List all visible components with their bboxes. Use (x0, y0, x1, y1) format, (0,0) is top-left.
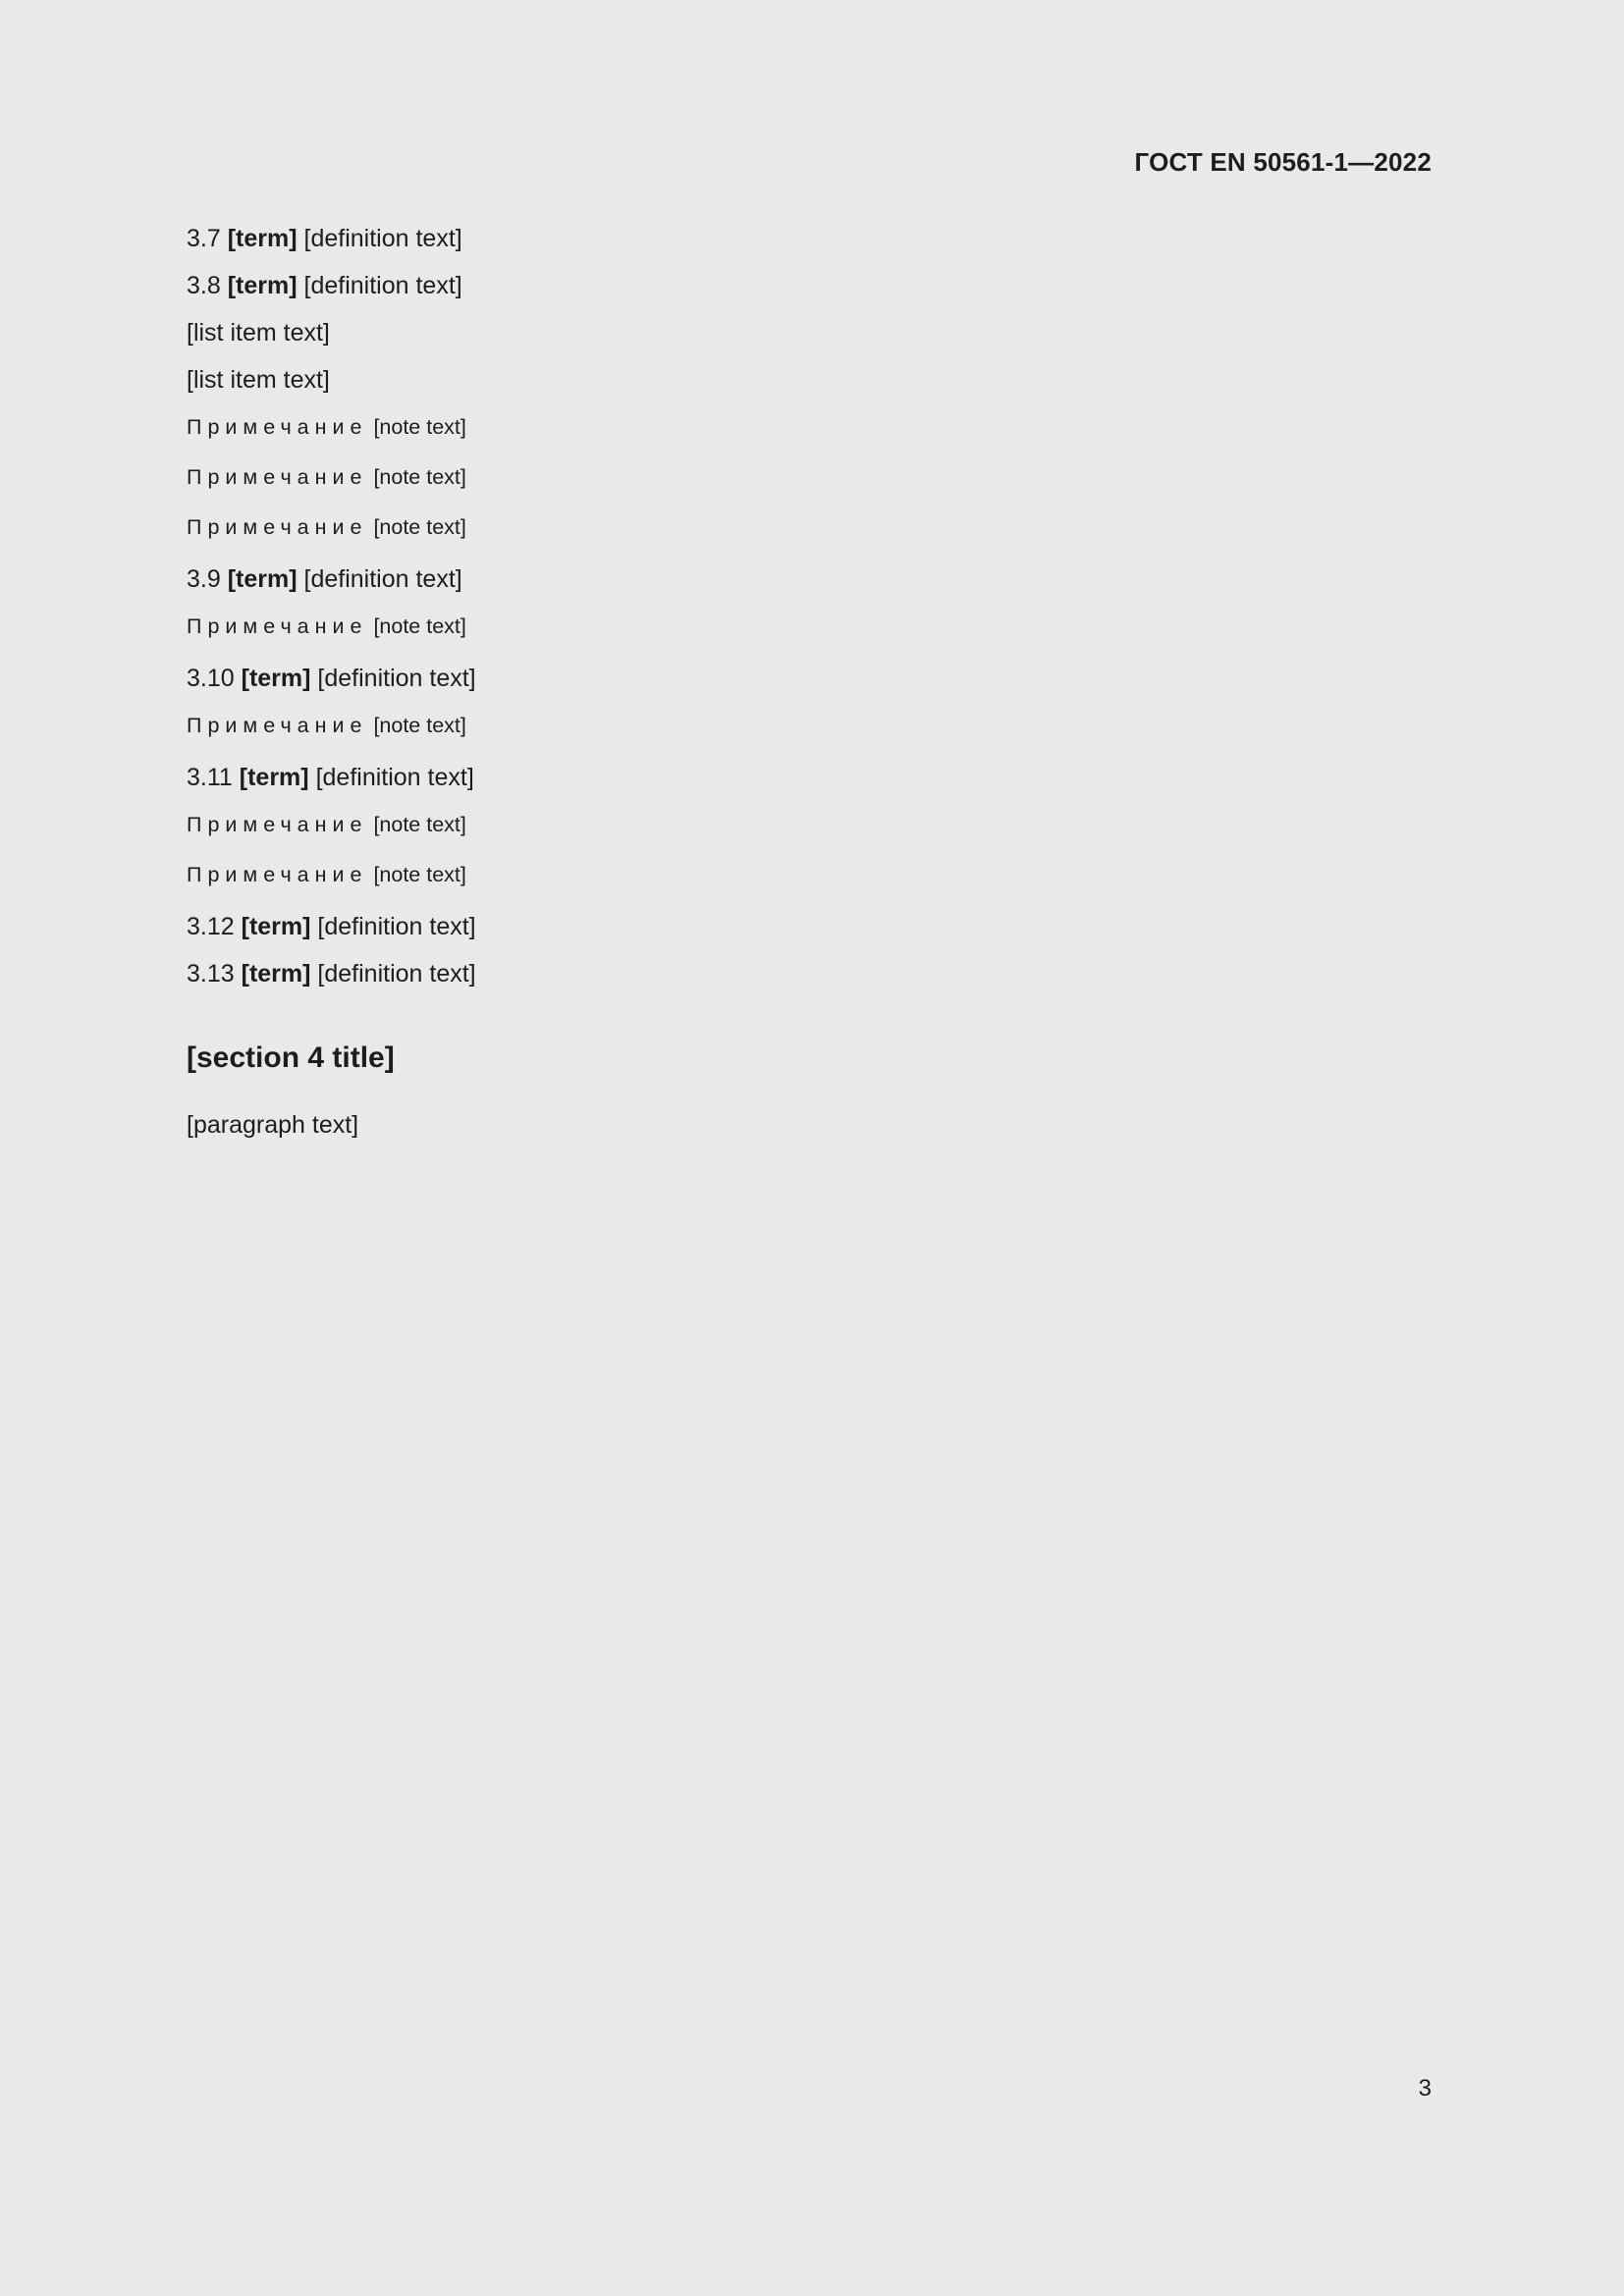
note-label: Примечание (187, 813, 368, 836)
list-item: [list item text] (187, 319, 330, 347)
note-text: [note text] (373, 614, 466, 638)
note-text: [note text] (373, 515, 466, 539)
term-number: 3.13 (187, 960, 235, 988)
note (116, 859, 1430, 891)
note (116, 611, 1430, 643)
term-name: [term] (239, 764, 309, 791)
term-number: 3.12 (187, 913, 235, 940)
term-number: 3.8 (187, 272, 221, 299)
note (116, 511, 1430, 544)
note-text: [note text] (373, 465, 466, 489)
term-definition: [definition text] (317, 665, 476, 692)
term-entry (116, 909, 1430, 944)
term-definition: [definition text] (317, 960, 476, 988)
note-label: Примечание (187, 415, 368, 439)
term-number: 3.10 (187, 665, 235, 692)
note-text: [note text] (373, 863, 466, 886)
note-label: Примечание (187, 465, 368, 489)
term-entry (116, 661, 1430, 696)
note-label: Примечание (187, 515, 368, 539)
term-definition: [definition text] (303, 225, 462, 252)
term-entry (116, 561, 1430, 597)
list-item: [list item text] (187, 366, 330, 394)
term-entry (116, 221, 1430, 256)
term-entry (116, 268, 1430, 303)
term-number: 3.7 (187, 225, 221, 252)
note-label: Примечание (187, 714, 368, 737)
note (116, 411, 1430, 444)
term-name: [term] (241, 913, 311, 940)
page-content (116, 221, 1430, 1154)
term-number: 3.11 (187, 764, 233, 791)
term-name: [term] (241, 960, 311, 988)
term-name: [term] (227, 272, 298, 299)
document-header: ГОСТ EN 50561-1—2022 (1134, 147, 1432, 177)
note-label: Примечание (187, 614, 368, 638)
term-entry (116, 956, 1430, 991)
page-number: 3 (1418, 2075, 1432, 2102)
section-4-title: [section 4 title] (187, 1041, 395, 1074)
term-definition: [definition text] (303, 272, 462, 299)
term-definition: [definition text] (303, 565, 462, 593)
note (116, 461, 1430, 494)
note (116, 809, 1430, 841)
term-number: 3.9 (187, 565, 221, 593)
note-text: [note text] (373, 714, 466, 737)
note-label: Примечание (187, 863, 368, 886)
term-name: [term] (241, 665, 311, 692)
term-definition: [definition text] (317, 913, 476, 940)
note-text: [note text] (373, 813, 466, 836)
note-text: [note text] (373, 415, 466, 439)
section-4-paragraph: [paragraph text] (187, 1111, 359, 1139)
term-name: [term] (227, 565, 298, 593)
term-entry (116, 760, 1430, 795)
note (116, 710, 1430, 742)
term-definition: [definition text] (315, 764, 474, 791)
term-name: [term] (227, 225, 298, 252)
definitions-list (116, 221, 1430, 991)
